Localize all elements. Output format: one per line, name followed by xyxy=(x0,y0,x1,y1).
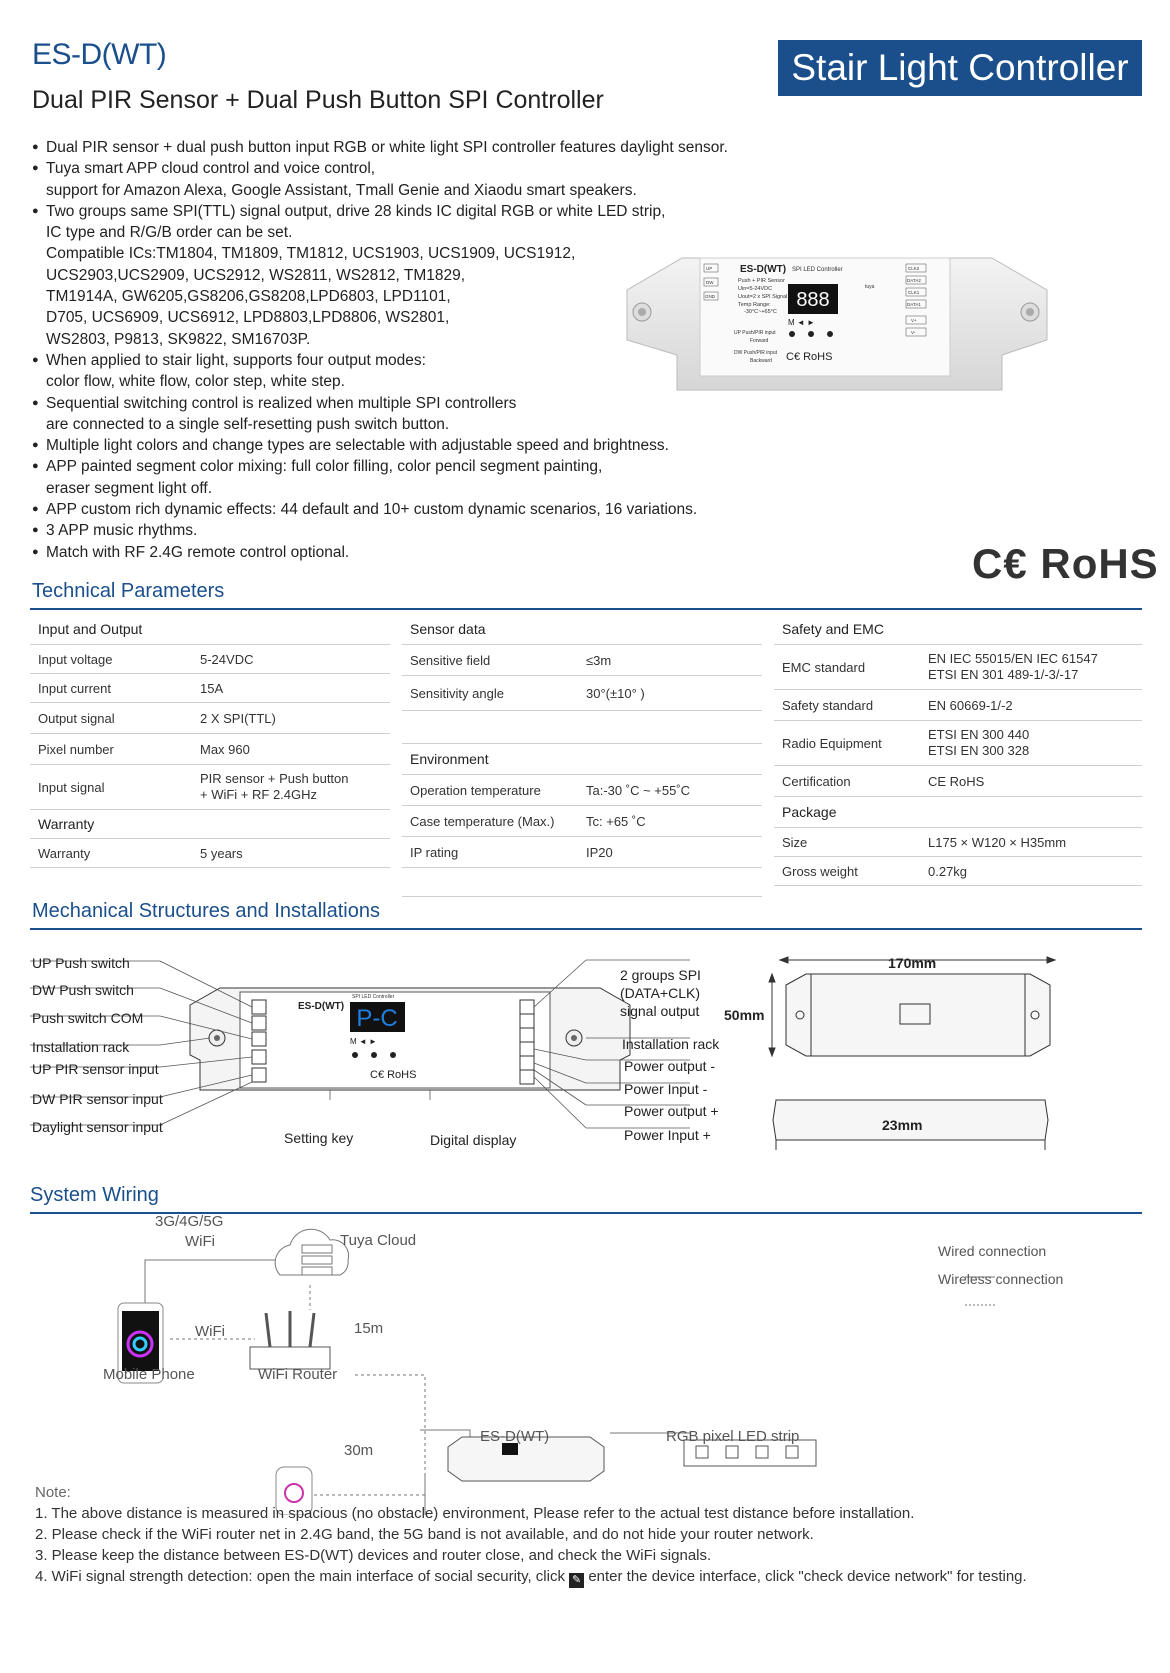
callout-power-output-plus: Power output + xyxy=(624,1103,719,1119)
package-label: Size xyxy=(774,828,920,857)
table-input-output xyxy=(30,614,390,868)
controller-label: ES-D(WT) xyxy=(480,1428,550,1445)
strip-label: RGB pixel LED strip xyxy=(666,1428,800,1445)
wifi-label-mid: WiFi xyxy=(195,1323,225,1340)
term-data2: DATA2 xyxy=(907,278,921,283)
feature-line: ● When applied to stair light, supports four output modes: xyxy=(46,351,426,369)
io-label: Input current xyxy=(30,674,192,703)
feature-line: ● Dual PIR sensor + dual push button input RGB or white light SPI controller features daylight sensor. xyxy=(46,139,728,156)
feature-line: TM1914A, GW6205,GS8206,GS8208,LPD6803, LPD1101, xyxy=(46,288,451,306)
feature-line: UCS2903,UCS2909, UCS2912, WS2811, WS2812, TM1829, xyxy=(46,266,466,284)
sensor-header: Sensor data xyxy=(402,614,762,645)
feature-item xyxy=(32,520,752,541)
cloud-label: Tuya Cloud xyxy=(340,1232,417,1249)
term-gnd: GND xyxy=(705,294,715,299)
safety-value: EN IEC 55015/EN IEC 61547 ETSI EN 301 489-1/-3/-17 xyxy=(920,645,1142,690)
product-subtitle: Dual PIR Sensor + Dual Push Button SPI Controller xyxy=(32,86,604,114)
router-label: WiFi Router xyxy=(258,1366,338,1383)
note-4 xyxy=(35,1566,1027,1588)
notes-title: Note: xyxy=(35,1484,71,1501)
phone-label: Mobile Phone xyxy=(103,1366,195,1383)
term-vplus: V+ xyxy=(911,318,917,323)
sensor-spacer xyxy=(402,711,762,744)
callout-power-output-minus: Power output - xyxy=(624,1058,716,1074)
ce-rohs-logo: C€ RoHS xyxy=(972,540,1159,587)
callout-setting-key: Setting key xyxy=(284,1130,354,1146)
mech-setting-buttons: M ◄ ► xyxy=(350,1037,377,1046)
label-line4: Temp Range: xyxy=(738,302,771,308)
feature-line: ● Multiple light colors and change types are selectable with adjustable speed and brightness. xyxy=(46,437,669,455)
safety-label: Certification xyxy=(774,766,920,797)
io-value: Max 960 xyxy=(192,734,390,765)
package-label: Gross weight xyxy=(774,857,920,886)
feature-item xyxy=(32,137,752,158)
feature-line: ● Two groups same SPI(TTL) signal output, drive 28 kinds IC digital RGB or white LED strip, xyxy=(46,202,666,220)
note-1: 1. The above distance is measured in spacious (no obstacle) environment, Please refer to the actual test distance before installation. xyxy=(35,1505,915,1522)
warranty-label: Warranty xyxy=(30,839,192,868)
label-up-push: UP Push/PIR input xyxy=(734,330,776,336)
technical-title: Technical Parameters xyxy=(32,580,225,602)
safety-label: Radio Equipment xyxy=(774,721,920,766)
package-value: 0.27kg xyxy=(920,857,1142,886)
label-model: ES-D(WT) xyxy=(740,264,787,275)
label-type: SPI LED Controller xyxy=(792,267,843,273)
label-line5: -30°C~+65°C xyxy=(744,309,777,315)
note-4-part-b: enter the device interface, click "check device network" for testing. xyxy=(588,1568,1027,1585)
term-up: UP xyxy=(706,266,713,271)
io-label: Pixel number xyxy=(30,734,192,765)
feature-line: ● Match with RF 2.4G remote control optional. xyxy=(46,543,350,561)
sensor-value: 30°(±10° ) xyxy=(578,676,762,711)
env-label: Case temperature (Max.) xyxy=(402,806,578,837)
term-vminus: V- xyxy=(911,330,916,335)
setting-buttons: M ◄ ► xyxy=(788,318,815,327)
wiring-diagram xyxy=(30,1215,1142,1515)
label-dw-push: DW Push/PIR input xyxy=(734,350,778,356)
env-value: IP20 xyxy=(578,837,762,868)
callout-power-input-minus: Power Input - xyxy=(624,1081,708,1097)
sensor-label: Sensitive field xyxy=(402,645,578,676)
feature-line: are connected to a single self-resetting push switch button. xyxy=(46,415,450,433)
legend-wireless: Wireless connection xyxy=(938,1271,1064,1287)
note-2: 2. Please check if the WiFi router net in 2.4G band, the 5G band is not available, and do not hide your router network. xyxy=(35,1526,814,1543)
feature-item xyxy=(32,435,752,456)
display-digits: 888 xyxy=(796,289,830,311)
dim-length: 170mm xyxy=(888,955,937,971)
io-value: 2 X SPI(TTL) xyxy=(192,703,390,734)
io-label: Output signal xyxy=(30,703,192,734)
mechanical-title: Mechanical Structures and Installations xyxy=(32,900,380,922)
io-value: 15A xyxy=(192,674,390,703)
wiring-title: System Wiring xyxy=(30,1184,159,1206)
mechanical-diagram xyxy=(30,950,1142,1160)
wifi-label-top: WiFi xyxy=(185,1233,215,1250)
feature-line: ● APP custom rich dynamic effects: 44 default and 10+ custom dynamic scenarios, 16 variations. xyxy=(46,501,698,519)
sensor-value: ≤3m xyxy=(578,645,762,676)
callout-install-rack-left: Installation rack xyxy=(32,1039,130,1055)
safety-value: ETSI EN 300 440 ETSI EN 300 328 xyxy=(920,721,1142,766)
callout-power-input-plus: Power Input + xyxy=(624,1127,711,1143)
dim-width: 50mm xyxy=(724,1007,765,1023)
label-line2: Uin=5-24VDC xyxy=(738,286,773,292)
mech-ce-rohs: C€ RoHS xyxy=(370,1069,417,1081)
mech-label-model: ES-D(WT) xyxy=(298,1001,345,1012)
feature-line: IC type and R/G/B order can be set. xyxy=(46,224,293,242)
label-tuya: tuya xyxy=(865,284,875,290)
warranty-header: Warranty xyxy=(30,810,390,839)
feature-line: eraser segment light off. xyxy=(46,479,212,497)
table-safety-package xyxy=(774,614,1142,886)
feature-item xyxy=(32,499,752,520)
label-ce-rohs: C€ RoHS xyxy=(786,351,833,363)
safety-value: EN 60669-1/-2 xyxy=(920,690,1142,721)
io-label: Input signal xyxy=(30,765,192,810)
callout-install-rack-right: Installation rack xyxy=(622,1036,720,1052)
feature-line: WS2803, P9813, SK9822, SM16703P. xyxy=(46,330,311,348)
env-label: IP rating xyxy=(402,837,578,868)
callout-push-com: Push switch COM xyxy=(32,1010,144,1026)
safety-label: Safety standard xyxy=(774,690,920,721)
safety-value: CE RoHS xyxy=(920,766,1142,797)
mechanical-display: P-C xyxy=(356,1005,398,1032)
environment-header: Environment xyxy=(402,744,762,775)
io-header: Input and Output xyxy=(30,614,390,645)
sensor-label: Sensitivity angle xyxy=(402,676,578,711)
package-header: Package xyxy=(774,797,1142,828)
feature-line: color flow, white flow, color step, white step. xyxy=(46,373,345,391)
feature-line: ● APP painted segment color mixing: full color filling, color pencil segment painting, xyxy=(46,458,603,476)
package-value: L175 × W120 × H35mm xyxy=(920,828,1142,857)
env-spacer xyxy=(402,868,762,897)
callout-digital-display: Digital display xyxy=(430,1132,517,1148)
legend-wired: Wired connection xyxy=(938,1243,1047,1259)
network-label: 3G/4G/5G xyxy=(155,1213,224,1230)
table-sensor-env xyxy=(402,614,762,897)
io-label: Input voltage xyxy=(30,645,192,674)
feature-line: ● 3 APP music rhythms. xyxy=(46,522,198,540)
distance-remote: 30m xyxy=(344,1442,374,1459)
technical-rule xyxy=(30,608,1142,610)
term-dw: DW xyxy=(706,280,714,285)
feature-line: ● Sequential switching control is realized when multiple SPI controllers xyxy=(46,394,517,412)
callout-up-push: UP Push switch xyxy=(32,955,130,971)
label-line1: Push + PIR Sensor xyxy=(738,278,785,284)
callout-up-pir: UP PIR sensor input xyxy=(32,1061,159,1077)
callout-dw-pir: DW PIR sensor input xyxy=(32,1091,163,1107)
feature-line: Compatible ICs:TM1804, TM1809, TM1812, UCS1903, UCS1909, UCS1912, xyxy=(46,245,576,263)
feature-item xyxy=(32,456,752,499)
mechanical-rule xyxy=(30,928,1142,930)
feature-line: D705, UCS6909, UCS6912, LPD8803,LPD8806, WS2801, xyxy=(46,309,450,327)
distance-router: 15m xyxy=(354,1320,384,1337)
term-clk1: CLK1 xyxy=(908,290,920,295)
note-3: 3. Please keep the distance between ES-D(WT) devices and router close, and check the WiFi signals. xyxy=(35,1547,712,1564)
model-title: ES-D(WT) xyxy=(32,38,167,71)
callout-daylight: Daylight sensor input xyxy=(32,1119,163,1135)
label-forward: Forward xyxy=(750,338,769,344)
dim-height: 23mm xyxy=(882,1117,923,1133)
feature-line: support for Amazon Alexa, Google Assistant, Tmall Genie and Xiaodu smart speakers. xyxy=(46,181,637,199)
edit-icon: ✎ xyxy=(569,1573,584,1588)
feature-line: ● Tuya smart APP cloud control and voice control, xyxy=(46,160,376,178)
io-value: 5-24VDC xyxy=(192,645,390,674)
category-banner: Stair Light Controller xyxy=(778,40,1142,96)
term-data1: DATA1 xyxy=(907,302,921,307)
safety-header: Safety and EMC xyxy=(774,614,1142,645)
note-4-part-a: 4. WiFi signal strength detection: open the main interface of social security, click xyxy=(35,1568,565,1585)
feature-item xyxy=(32,158,752,201)
safety-label: EMC standard xyxy=(774,645,920,690)
label-backward: Backward xyxy=(750,358,772,364)
mech-label-type: SPI LED Controller xyxy=(352,994,395,1000)
io-value: PIR sensor + Push button + WiFi + RF 2.4GHz xyxy=(192,765,390,810)
callout-spi-output: 2 groups SPI (DATA+CLK) signal output xyxy=(620,967,701,1019)
product-photo xyxy=(622,250,1052,400)
warranty-value: 5 years xyxy=(192,839,390,868)
term-clk2: CLK2 xyxy=(908,266,920,271)
env-value: Ta:-30 ˚C ~ +55˚C xyxy=(578,775,762,806)
label-line3: Uout=2 x SPI Signal xyxy=(738,294,788,300)
env-label: Operation temperature xyxy=(402,775,578,806)
feature-item xyxy=(32,542,752,563)
callout-dw-push: DW Push switch xyxy=(32,982,134,998)
env-value: Tc: +65 ˚C xyxy=(578,806,762,837)
